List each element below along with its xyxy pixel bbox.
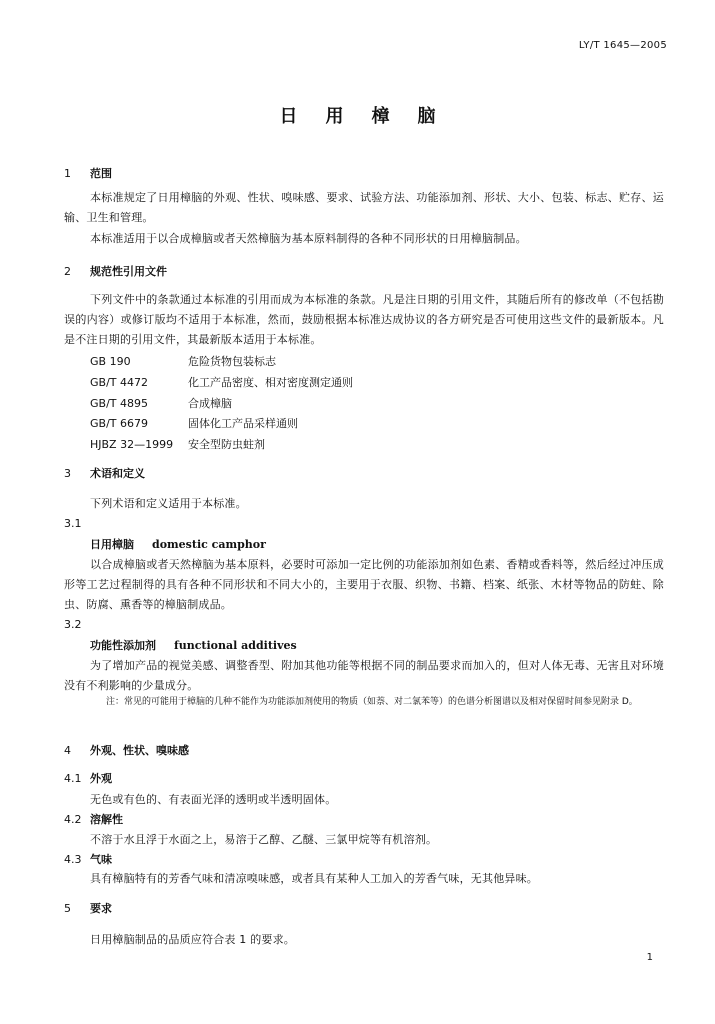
paragraph: 本标准规定了日用樟脑的外观、性状、嗅味感、要求、试验方法、功能添加剂、形状、大小、包装、标志、贮存、运输、卫生和管理。 xyxy=(64,191,664,224)
section-3-heading xyxy=(64,465,145,481)
section-number: 4 xyxy=(64,744,71,757)
reference-item xyxy=(90,436,265,452)
section-title: 外观、性状、嗅味感 xyxy=(90,744,189,757)
subsection-number: 4.2 xyxy=(64,813,82,826)
section-number: 5 xyxy=(64,902,71,915)
reference-code: GB/T 4895 xyxy=(90,397,148,410)
subsection-4-1-heading xyxy=(64,770,112,786)
section-1-heading xyxy=(64,165,112,181)
subsection-4-2-heading xyxy=(64,811,123,827)
reference-item xyxy=(90,395,232,411)
document-title: 日用樟脑 xyxy=(279,106,464,127)
reference-item xyxy=(90,415,298,431)
section-4-heading xyxy=(64,742,189,758)
section-title: 术语和定义 xyxy=(90,467,145,480)
reference-item xyxy=(90,353,276,369)
reference-name: 合成樟脑 xyxy=(188,397,232,410)
section-title: 要求 xyxy=(90,902,112,915)
subsection-number: 4.1 xyxy=(64,772,82,785)
subsection-title: 溶解性 xyxy=(90,813,123,826)
term-heading xyxy=(90,637,297,653)
subsection-4-3-heading xyxy=(64,851,112,867)
standard-code: LY/T 1645—2005 xyxy=(578,40,667,51)
paragraph: 下列术语和定义适用于本标准。 xyxy=(90,497,247,510)
paragraph: 无色或有色的、有表面光泽的透明或半透明固体。 xyxy=(90,793,337,806)
subsection-number: 4.3 xyxy=(64,853,82,866)
paragraph: 日用樟脑制品的品质应符合表 1 的要求。 xyxy=(90,933,295,946)
subsection-title: 外观 xyxy=(90,772,112,785)
term-english: functional additives xyxy=(174,639,297,652)
section-number: 2 xyxy=(64,265,71,278)
paragraph: 具有樟脑特有的芳香气味和清凉嗅味感，或者具有某种人工加入的芳香气味，无其他异味。 xyxy=(90,872,538,885)
reference-code: GB 190 xyxy=(90,355,131,368)
section-number: 3 xyxy=(64,467,71,480)
note: 注：常见的可能用于樟脑的几种不能作为功能添加剂使用的物质（如萘、对二氯苯等）的色谱分析图谱以及相对保留时间参见附录 D。 xyxy=(106,697,638,707)
reference-code: HJBZ 32—1999 xyxy=(90,438,174,451)
term-definition: 以合成樟脑或者天然樟脑为基本原料，必要时可添加一定比例的功能添加剂如色素、香精或香料等，然后经过冲压成形等工艺过程制得的具有各种不同形状和不同大小的，主要用于衣服、织物、书籍、档案、纸张、木材等物品的防蛀、除虫、防腐、熏香等的樟脑制成品。 xyxy=(64,558,664,611)
term-chinese: 功能性添加剂 xyxy=(90,639,156,652)
reference-name: 危险货物包装标志 xyxy=(188,355,276,368)
subsection-title: 气味 xyxy=(90,853,112,866)
paragraph: 本标准适用于以合成樟脑或者天然樟脑为基本原料制得的各种不同形状的日用樟脑制品。 xyxy=(90,232,527,245)
reference-code: GB/T 6679 xyxy=(90,417,148,430)
term-number: 3.1 xyxy=(64,517,82,530)
section-5-heading xyxy=(64,900,112,916)
section-title: 范围 xyxy=(90,167,112,180)
paragraph: 不溶于水且浮于水面之上，易溶于乙醇、乙醚、三氯甲烷等有机溶剂。 xyxy=(90,833,438,846)
term-chinese: 日用樟脑 xyxy=(90,538,134,551)
reference-item xyxy=(90,374,353,390)
section-number: 1 xyxy=(64,167,71,180)
term-definition: 为了增加产品的视觉美感、调整香型、附加其他功能等根据不同的制品要求而加入的，但对人体无毒、无害且对环境没有不利影响的少量成分。 xyxy=(64,659,664,692)
section-title: 规范性引用文件 xyxy=(90,265,167,278)
reference-name: 固体化工产品采样通则 xyxy=(188,417,298,430)
term-heading xyxy=(90,536,266,552)
reference-code: GB/T 4472 xyxy=(90,376,148,389)
reference-name: 安全型防虫蛀剂 xyxy=(188,438,265,451)
reference-name: 化工产品密度、相对密度测定通则 xyxy=(188,376,353,389)
term-english: domestic camphor xyxy=(152,538,266,551)
section-2-heading xyxy=(64,263,167,279)
term-number: 3.2 xyxy=(64,618,82,631)
paragraph: 下列文件中的条款通过本标准的引用而成为本标准的条款。凡是注日期的引用文件，其随后所有的修改单（不包括勘误的内容）或修订版均不适用于本标准，然而，鼓励根据本标准达成协议的各方研究是否可使用这些文件的最新版本。凡是不注日期的引用文件，其最新版本适用于本标准。 xyxy=(64,293,664,346)
page-number: 1 xyxy=(646,952,653,963)
